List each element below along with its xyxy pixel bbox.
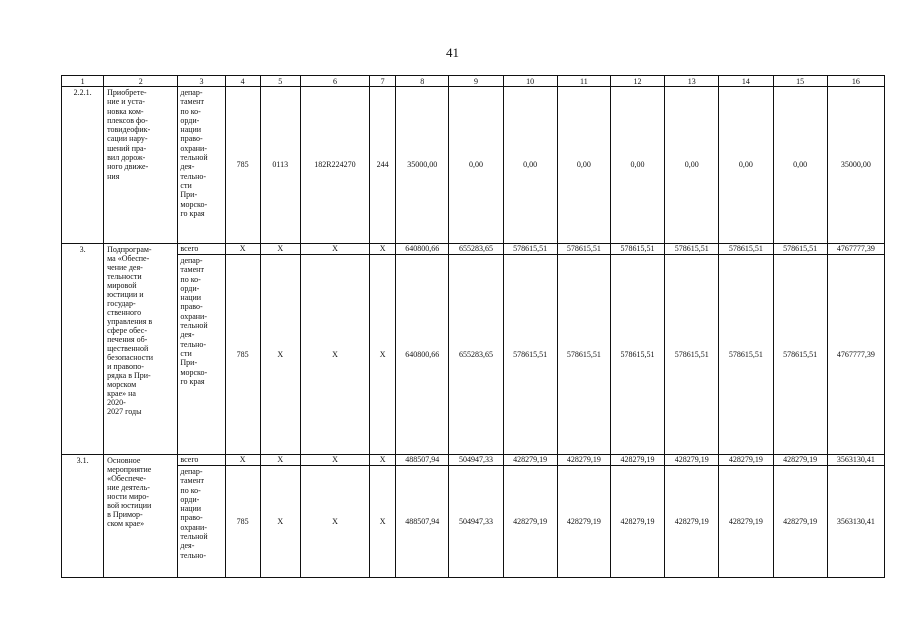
cell-value: 578615,51 [719,244,773,255]
cell-value: 504947,33 [449,466,503,578]
executor-line: депар- [180,256,203,265]
executor [178,466,225,578]
cell-value: X [260,466,300,578]
executor-line: сти [180,180,192,190]
column-header: 4 [225,76,260,87]
row-name-line: вой юстиции [107,501,152,510]
row-number: 3. [62,244,104,455]
row-name-line: сфере обес- [107,326,148,335]
column-header: 11 [557,76,610,87]
cell-value: X [260,455,300,466]
executor-line: охрани- [180,311,207,321]
column-header: 7 [370,76,396,87]
cell-value: X [370,466,396,578]
row-name-line: и правопо- [107,362,144,371]
cell-value: 785 [225,466,260,578]
executor-line: депар- [180,467,203,476]
cell-value: 4767777,39 [827,244,884,255]
cell-value: 428279,19 [557,466,610,578]
executor-line: го края [180,208,205,218]
row-name-line: в Примор- [107,510,143,519]
executor-line: тельной [180,321,208,331]
row-name-line: тельности [107,272,142,281]
row-name-line: рядка в При- [107,371,151,380]
row-name-line: ности миро- [107,492,149,501]
table-row [62,466,885,578]
cell-value: 428279,19 [773,455,827,466]
cell-value: 785 [225,87,260,244]
row-name-line: мировой [107,281,137,290]
table-row [62,244,885,255]
row-name-line: ние и уста- [107,97,145,107]
executor-line: тамент [180,476,204,486]
row-name-line: Основное [107,456,141,465]
cell-value: 0,00 [610,87,664,244]
row-name-line: товидеофик- [107,125,151,135]
executor-line: го края [180,376,205,386]
cell-value: 578615,51 [557,244,610,255]
column-header: 2 [104,76,178,87]
cell-value: 578615,51 [610,255,664,455]
cell-value: 428279,19 [503,466,557,578]
page-number: 41 [446,45,459,60]
executor-total-label: всего [178,455,225,466]
table-row [62,455,885,466]
cell-value: 35000,00 [396,87,449,244]
cell-value: 428279,19 [719,455,773,466]
executor-line: охрани- [180,522,207,532]
cell-value: 578615,51 [719,255,773,455]
cell-value: 0,00 [449,87,503,244]
cell-value: 504947,33 [449,455,503,466]
column-header: 3 [178,76,225,87]
row-name-line: 2027 годы [107,407,142,416]
column-header: 9 [449,76,503,87]
cell-value: 35000,00 [827,87,884,244]
cell-value: 428279,19 [610,466,664,578]
cell-value: 655283,65 [449,244,503,255]
executor [178,255,225,455]
row-name-line: ние деятель- [107,483,150,492]
executor-line: морско- [180,367,208,377]
executor-line: дея- [180,541,195,551]
cell-value: 785 [225,255,260,455]
budget-table [61,75,885,578]
executor-line: нации [180,125,202,135]
executor-line: тельной [180,532,208,542]
row-name-line: управления в [107,317,153,326]
row-name-line: государ- [107,299,136,308]
executor-line: по ко- [180,106,201,116]
cell-value: 428279,19 [503,455,557,466]
executor-line: тельно- [180,550,207,560]
cell-value: 578615,51 [665,255,719,455]
executor-line: морско- [180,199,208,209]
cell-value: X [300,244,369,255]
cell-value: 244 [370,87,396,244]
cell-value: 3563130,41 [827,466,884,578]
executor-line: тельной [180,153,208,163]
cell-value: 578615,51 [665,244,719,255]
cell-value: 428279,19 [719,466,773,578]
column-header: 6 [300,76,369,87]
row-name-line: вил дорож- [107,153,146,163]
row-name [104,455,178,578]
row-name-line: чение дея- [107,263,143,272]
cell-value: 578615,51 [773,255,827,455]
cell-value: 640800,66 [396,244,449,255]
row-number: 3.1. [62,455,104,578]
cell-value: X [300,455,369,466]
executor-line: дея- [180,162,195,172]
cell-value: 3563130,41 [827,455,884,466]
executor-line: орди- [180,115,200,125]
table-row [62,255,885,455]
cell-value: X [370,455,396,466]
executor [178,87,225,244]
row-name-line: щественной [107,344,149,353]
row-name-line: ственного [107,308,142,317]
cell-value: X [260,255,300,455]
row-name-line: Приобрете- [107,88,147,97]
column-header: 8 [396,76,449,87]
cell-value: 428279,19 [610,455,664,466]
row-name-line: сации нару- [107,134,148,144]
row-name-line: новка ком- [107,106,144,116]
column-header: 13 [665,76,719,87]
cell-value: 428279,19 [557,455,610,466]
cell-value: 0,00 [719,87,773,244]
cell-value: 0,00 [557,87,610,244]
cell-value: X [370,255,396,455]
executor-line: сти [180,348,192,358]
executor-line: нации [180,293,202,303]
row-name-line: печения об- [107,335,148,344]
executor-total-label: всего [178,244,225,255]
executor-line: депар- [180,88,203,97]
cell-value: X [370,244,396,255]
executor-line: право- [180,134,203,144]
column-header: 5 [260,76,300,87]
cell-value: 428279,19 [665,455,719,466]
cell-value: 428279,19 [773,466,827,578]
row-name-line: плексов фо- [107,115,148,125]
executor-line: тамент [180,97,204,107]
row-name-line: мероприятие [107,465,152,474]
cell-value: 640800,66 [396,255,449,455]
cell-value: 578615,51 [503,244,557,255]
executor-line: При- [180,358,198,368]
row-name-line: ском крае» [107,519,145,528]
table-row [62,87,885,244]
executor-line: орди- [180,494,200,504]
row-name-line: «Обеспече- [107,474,147,483]
column-header: 1 [62,76,104,87]
cell-value: 0,00 [503,87,557,244]
cell-value: 578615,51 [610,244,664,255]
cell-value: 578615,51 [773,244,827,255]
executor-line: дея- [180,330,195,340]
row-name-line: Подпрограм- [107,245,152,254]
cell-value: X [225,244,260,255]
row-name-line: ного движе- [107,162,149,172]
executor-line: право- [180,302,203,312]
executor-line: тельно- [180,339,207,349]
row-name-line: ма «Обеспе- [107,254,150,263]
executor-line: охрани- [180,143,207,153]
column-header: 14 [719,76,773,87]
cell-value: X [225,455,260,466]
row-name-line: ния [107,171,120,181]
executor-line: право- [180,513,203,523]
column-header: 16 [827,76,884,87]
cell-value: X [260,244,300,255]
cell-value: 182R224270 [300,87,369,244]
cell-value: 488507,94 [396,466,449,578]
row-name-line: юстиции и [107,290,144,299]
row-name-line: 2020- [107,398,126,407]
executor-line: по ко- [180,485,201,495]
row-name-line: шений пра- [107,143,147,153]
executor-line: по ко- [180,274,201,284]
cell-value: 655283,65 [449,255,503,455]
row-number: 2.2.1. [62,87,104,244]
cell-value: 428279,19 [665,466,719,578]
cell-value: 4767777,39 [827,255,884,455]
cell-value: 0,00 [773,87,827,244]
executor-line: При- [180,190,198,200]
executor-line: тамент [180,265,204,275]
row-name-line: безопасности [107,353,154,362]
row-name [104,87,178,244]
cell-value: 578615,51 [503,255,557,455]
row-name [104,244,178,455]
cell-value: X [300,255,369,455]
column-header: 10 [503,76,557,87]
column-header: 12 [610,76,664,87]
executor-line: тельно- [180,171,207,181]
row-name-line: крае» на [107,389,136,398]
cell-value: 488507,94 [396,455,449,466]
executor-line: орди- [180,283,200,293]
cell-value: X [300,466,369,578]
table-header-row [62,76,885,87]
cell-value: 0113 [260,87,300,244]
executor-line: нации [180,504,202,514]
row-name-line: морском [107,380,137,389]
cell-value: 578615,51 [557,255,610,455]
column-header: 15 [773,76,827,87]
cell-value: 0,00 [665,87,719,244]
